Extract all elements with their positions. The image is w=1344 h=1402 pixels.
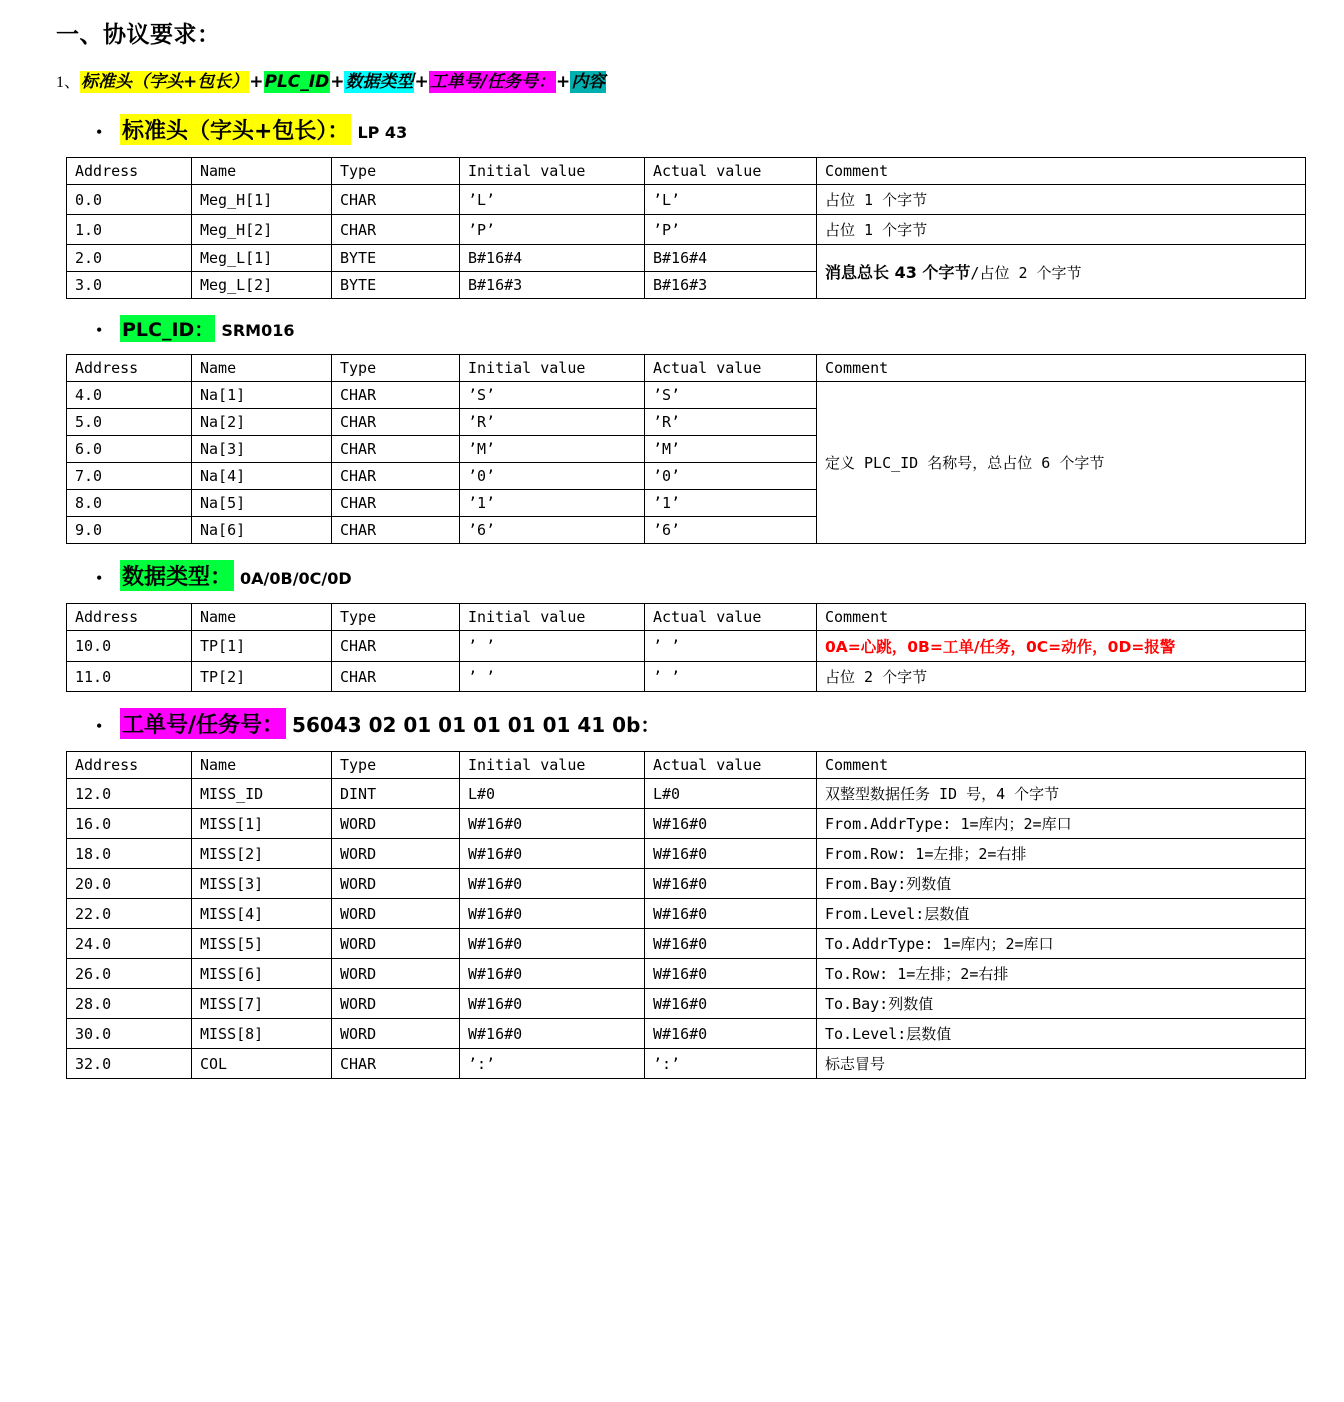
bullet-heading-datatype bbox=[96, 560, 1296, 591]
cell-type: WORD bbox=[332, 959, 460, 989]
cell-name: MISS[1] bbox=[192, 809, 332, 839]
cell-comment: To.Bay:列数值 bbox=[817, 989, 1306, 1019]
cell-name: Na[2] bbox=[192, 409, 332, 436]
table-row bbox=[67, 382, 1306, 409]
cell-type: CHAR bbox=[332, 185, 460, 215]
cell-initial: L#0 bbox=[460, 779, 645, 809]
cell-type: CHAR bbox=[332, 463, 460, 490]
cell-comment: From.Bay:列数值 bbox=[817, 869, 1306, 899]
table-row bbox=[67, 869, 1306, 899]
cell-comment: To.Level:层数值 bbox=[817, 1019, 1306, 1049]
cell-comment: 0A=心跳，0B=工单/任务，0C=动作，0D=报警 bbox=[817, 631, 1306, 662]
cell-actual: W#16#0 bbox=[645, 959, 817, 989]
col-actual-value: Actual value bbox=[645, 355, 817, 382]
col-initial-value: Initial value bbox=[460, 752, 645, 779]
table-row bbox=[67, 809, 1306, 839]
table-header-row bbox=[67, 604, 1306, 631]
protocol-parts bbox=[80, 72, 606, 91]
cell-initial: B#16#4 bbox=[460, 245, 645, 272]
cell-address: 24.0 bbox=[67, 929, 192, 959]
cell-initial: ’S’ bbox=[460, 382, 645, 409]
table-taskno-block bbox=[66, 751, 1306, 1079]
cell-initial: ’1’ bbox=[460, 490, 645, 517]
cell-actual: ’R’ bbox=[645, 409, 817, 436]
protocol-part-4: 数据类型 bbox=[345, 72, 414, 92]
cell-comment: 占位 2 个字节 bbox=[817, 662, 1306, 692]
cell-name: Meg_H[2] bbox=[192, 215, 332, 245]
table-datatype-block bbox=[66, 603, 1306, 692]
col-actual-value: Actual value bbox=[645, 158, 817, 185]
cell-actual: B#16#4 bbox=[645, 245, 817, 272]
table-plcid-block bbox=[66, 354, 1306, 544]
bullet-label-taskno: 工单号/任务号： bbox=[120, 708, 286, 739]
cell-initial: ’P’ bbox=[460, 215, 645, 245]
cell-comment: 占位 1 个字节 bbox=[817, 185, 1306, 215]
col-actual-value: Actual value bbox=[645, 604, 817, 631]
cell-comment-merged: 定义 PLC_ID 名称号，总占位 6 个字节 bbox=[817, 382, 1306, 544]
cell-name: MISS[8] bbox=[192, 1019, 332, 1049]
table-row bbox=[67, 899, 1306, 929]
table-row bbox=[67, 839, 1306, 869]
cell-type: WORD bbox=[332, 869, 460, 899]
page-title: 一、协议要求： bbox=[56, 22, 221, 48]
cell-name: Na[3] bbox=[192, 436, 332, 463]
cell-type: CHAR bbox=[332, 409, 460, 436]
col-comment: Comment bbox=[817, 604, 1306, 631]
cell-actual: ’1’ bbox=[645, 490, 817, 517]
cell-actual: W#16#0 bbox=[645, 929, 817, 959]
table-header-row bbox=[67, 158, 1306, 185]
cell-address: 8.0 bbox=[67, 490, 192, 517]
cell-initial: W#16#0 bbox=[460, 809, 645, 839]
cell-address: 2.0 bbox=[67, 245, 192, 272]
cell-name: MISS[2] bbox=[192, 839, 332, 869]
cell-type: WORD bbox=[332, 1019, 460, 1049]
cell-type: BYTE bbox=[332, 272, 460, 299]
cell-initial: ’L’ bbox=[460, 185, 645, 215]
table-header-row bbox=[67, 355, 1306, 382]
cell-name: Meg_L[2] bbox=[192, 272, 332, 299]
table-row bbox=[67, 1019, 1306, 1049]
col-type: Type bbox=[332, 604, 460, 631]
table-row bbox=[67, 215, 1306, 245]
protocol-part-6: 工单号/任务号： bbox=[429, 72, 555, 92]
cell-initial: W#16#0 bbox=[460, 989, 645, 1019]
bullet-heading-header bbox=[96, 114, 1296, 145]
cell-address: 18.0 bbox=[67, 839, 192, 869]
table-row bbox=[67, 631, 1306, 662]
cell-address: 32.0 bbox=[67, 1049, 192, 1079]
cell-initial: ’6’ bbox=[460, 517, 645, 544]
cell-name: MISS_ID bbox=[192, 779, 332, 809]
bullet-value-plcid: SRM016 bbox=[221, 321, 295, 340]
col-initial-value: Initial value bbox=[460, 604, 645, 631]
col-address: Address bbox=[67, 355, 192, 382]
cell-initial: W#16#0 bbox=[460, 839, 645, 869]
cell-comment: 标志冒号 bbox=[817, 1049, 1306, 1079]
bullet-value-datatype: 0A/0B/0C/0D bbox=[240, 569, 352, 588]
table-row bbox=[67, 959, 1306, 989]
cell-address: 3.0 bbox=[67, 272, 192, 299]
cell-address: 28.0 bbox=[67, 989, 192, 1019]
cell-address: 7.0 bbox=[67, 463, 192, 490]
protocol-part-8: 内容 bbox=[571, 72, 606, 92]
comment-bold: 消息总长 43 个字节 bbox=[825, 263, 971, 282]
cell-address: 6.0 bbox=[67, 436, 192, 463]
col-address: Address bbox=[67, 752, 192, 779]
col-address: Address bbox=[67, 604, 192, 631]
cell-type: WORD bbox=[332, 839, 460, 869]
cell-name: MISS[3] bbox=[192, 869, 332, 899]
cell-actual: ’:’ bbox=[645, 1049, 817, 1079]
cell-initial: W#16#0 bbox=[460, 959, 645, 989]
cell-address: 20.0 bbox=[67, 869, 192, 899]
cell-comment: From.AddrType: 1=库内；2=库口 bbox=[817, 809, 1306, 839]
cell-address: 16.0 bbox=[67, 809, 192, 839]
cell-initial: W#16#0 bbox=[460, 869, 645, 899]
col-comment: Comment bbox=[817, 752, 1306, 779]
table-row bbox=[67, 989, 1306, 1019]
cell-actual: ’S’ bbox=[645, 382, 817, 409]
cell-actual: W#16#0 bbox=[645, 839, 817, 869]
col-actual-value: Actual value bbox=[645, 752, 817, 779]
cell-address: 26.0 bbox=[67, 959, 192, 989]
cell-comment: 占位 1 个字节 bbox=[817, 215, 1306, 245]
table-row bbox=[67, 1049, 1306, 1079]
cell-type: CHAR bbox=[332, 215, 460, 245]
bullet-value-taskno: 56043 02 01 01 01 01 01 41 0b： bbox=[292, 713, 661, 737]
cell-initial: W#16#0 bbox=[460, 929, 645, 959]
cell-initial: W#16#0 bbox=[460, 1019, 645, 1049]
cell-actual: W#16#0 bbox=[645, 869, 817, 899]
cell-actual: ’L’ bbox=[645, 185, 817, 215]
protocol-plus: + bbox=[555, 72, 571, 92]
cell-address: 4.0 bbox=[67, 382, 192, 409]
bullet-value-header: LP 43 bbox=[357, 123, 408, 142]
protocol-plus: + bbox=[414, 72, 429, 92]
cell-comment: To.Row: 1=左排；2=右排 bbox=[817, 959, 1306, 989]
list-number: 1、 bbox=[56, 74, 81, 91]
cell-address: 0.0 bbox=[67, 185, 192, 215]
cell-actual: B#16#3 bbox=[645, 272, 817, 299]
cell-address: 12.0 bbox=[67, 779, 192, 809]
cell-name: TP[1] bbox=[192, 631, 332, 662]
cell-actual: ’0’ bbox=[645, 463, 817, 490]
bullet-heading-plcid bbox=[96, 315, 1296, 342]
bullet-label-datatype: 数据类型： bbox=[120, 560, 234, 591]
cell-name: MISS[4] bbox=[192, 899, 332, 929]
col-type: Type bbox=[332, 158, 460, 185]
bullet-dot-icon: • bbox=[96, 568, 103, 588]
table-header-block bbox=[66, 157, 1306, 299]
cell-actual: ’M’ bbox=[645, 436, 817, 463]
cell-name: TP[2] bbox=[192, 662, 332, 692]
cell-type: WORD bbox=[332, 809, 460, 839]
col-address: Address bbox=[67, 158, 192, 185]
col-comment: Comment bbox=[817, 158, 1306, 185]
cell-actual: W#16#0 bbox=[645, 1019, 817, 1049]
cell-address: 30.0 bbox=[67, 1019, 192, 1049]
table-row bbox=[67, 779, 1306, 809]
cell-name: MISS[6] bbox=[192, 959, 332, 989]
cell-name: Meg_L[1] bbox=[192, 245, 332, 272]
protocol-part-0: 标准头（字头+包长） bbox=[81, 72, 249, 92]
cell-actual: W#16#0 bbox=[645, 809, 817, 839]
cell-type: DINT bbox=[332, 779, 460, 809]
cell-name: Meg_H[1] bbox=[192, 185, 332, 215]
protocol-part-2: PLC_ID bbox=[264, 72, 330, 92]
cell-initial: W#16#0 bbox=[460, 899, 645, 929]
bullet-dot-icon: • bbox=[96, 320, 103, 340]
cell-actual: ’ ’ bbox=[645, 631, 817, 662]
cell-actual: ’P’ bbox=[645, 215, 817, 245]
cell-name: Na[6] bbox=[192, 517, 332, 544]
cell-type: CHAR bbox=[332, 1049, 460, 1079]
cell-initial: ’ ’ bbox=[460, 662, 645, 692]
bullet-heading-taskno bbox=[96, 708, 1296, 739]
cell-initial: ’M’ bbox=[460, 436, 645, 463]
table-row bbox=[67, 662, 1306, 692]
cell-type: WORD bbox=[332, 989, 460, 1019]
protocol-plus: + bbox=[249, 72, 264, 92]
cell-type: WORD bbox=[332, 899, 460, 929]
cell-actual: W#16#0 bbox=[645, 989, 817, 1019]
table-header-row bbox=[67, 752, 1306, 779]
cell-address: 9.0 bbox=[67, 517, 192, 544]
cell-address: 11.0 bbox=[67, 662, 192, 692]
cell-name: Na[1] bbox=[192, 382, 332, 409]
col-name: Name bbox=[192, 604, 332, 631]
cell-comment: From.Row: 1=左排；2=右排 bbox=[817, 839, 1306, 869]
cell-type: CHAR bbox=[332, 662, 460, 692]
cell-actual: W#16#0 bbox=[645, 899, 817, 929]
cell-address: 5.0 bbox=[67, 409, 192, 436]
col-name: Name bbox=[192, 158, 332, 185]
comment-rest: /占位 2 个字节 bbox=[970, 264, 1082, 282]
table-row bbox=[67, 245, 1306, 272]
cell-type: CHAR bbox=[332, 436, 460, 463]
cell-type: CHAR bbox=[332, 490, 460, 517]
bullet-dot-icon: • bbox=[96, 122, 103, 142]
cell-actual: ’6’ bbox=[645, 517, 817, 544]
col-initial-value: Initial value bbox=[460, 158, 645, 185]
cell-initial: B#16#3 bbox=[460, 272, 645, 299]
cell-initial: ’R’ bbox=[460, 409, 645, 436]
bullet-label-header: 标准头（字头+包长）： bbox=[120, 114, 351, 145]
bullet-dot-icon: • bbox=[96, 716, 103, 736]
col-name: Name bbox=[192, 752, 332, 779]
cell-name: Na[4] bbox=[192, 463, 332, 490]
bullet-label-plcid: PLC_ID： bbox=[120, 315, 215, 342]
cell-address: 22.0 bbox=[67, 899, 192, 929]
cell-actual: ’ ’ bbox=[645, 662, 817, 692]
cell-comment: 双整型数据任务 ID 号，4 个字节 bbox=[817, 779, 1306, 809]
cell-address: 10.0 bbox=[67, 631, 192, 662]
cell-address: 1.0 bbox=[67, 215, 192, 245]
cell-type: CHAR bbox=[332, 382, 460, 409]
col-type: Type bbox=[332, 355, 460, 382]
col-type: Type bbox=[332, 752, 460, 779]
cell-name: Na[5] bbox=[192, 490, 332, 517]
cell-type: BYTE bbox=[332, 245, 460, 272]
table-row bbox=[67, 929, 1306, 959]
cell-initial: ’0’ bbox=[460, 463, 645, 490]
cell-name: MISS[7] bbox=[192, 989, 332, 1019]
col-comment: Comment bbox=[817, 355, 1306, 382]
cell-type: WORD bbox=[332, 929, 460, 959]
protocol-format-line bbox=[56, 67, 1296, 92]
col-name: Name bbox=[192, 355, 332, 382]
cell-comment: To.AddrType: 1=库内；2=库口 bbox=[817, 929, 1306, 959]
cell-name: COL bbox=[192, 1049, 332, 1079]
cell-actual: L#0 bbox=[645, 779, 817, 809]
cell-initial: ’:’ bbox=[460, 1049, 645, 1079]
cell-comment-merged bbox=[817, 245, 1306, 299]
table-row bbox=[67, 185, 1306, 215]
cell-comment: From.Level:层数值 bbox=[817, 899, 1306, 929]
col-initial-value: Initial value bbox=[460, 355, 645, 382]
cell-type: CHAR bbox=[332, 517, 460, 544]
cell-name: MISS[5] bbox=[192, 929, 332, 959]
protocol-plus: + bbox=[330, 72, 345, 92]
cell-type: CHAR bbox=[332, 631, 460, 662]
cell-initial: ’ ’ bbox=[460, 631, 645, 662]
